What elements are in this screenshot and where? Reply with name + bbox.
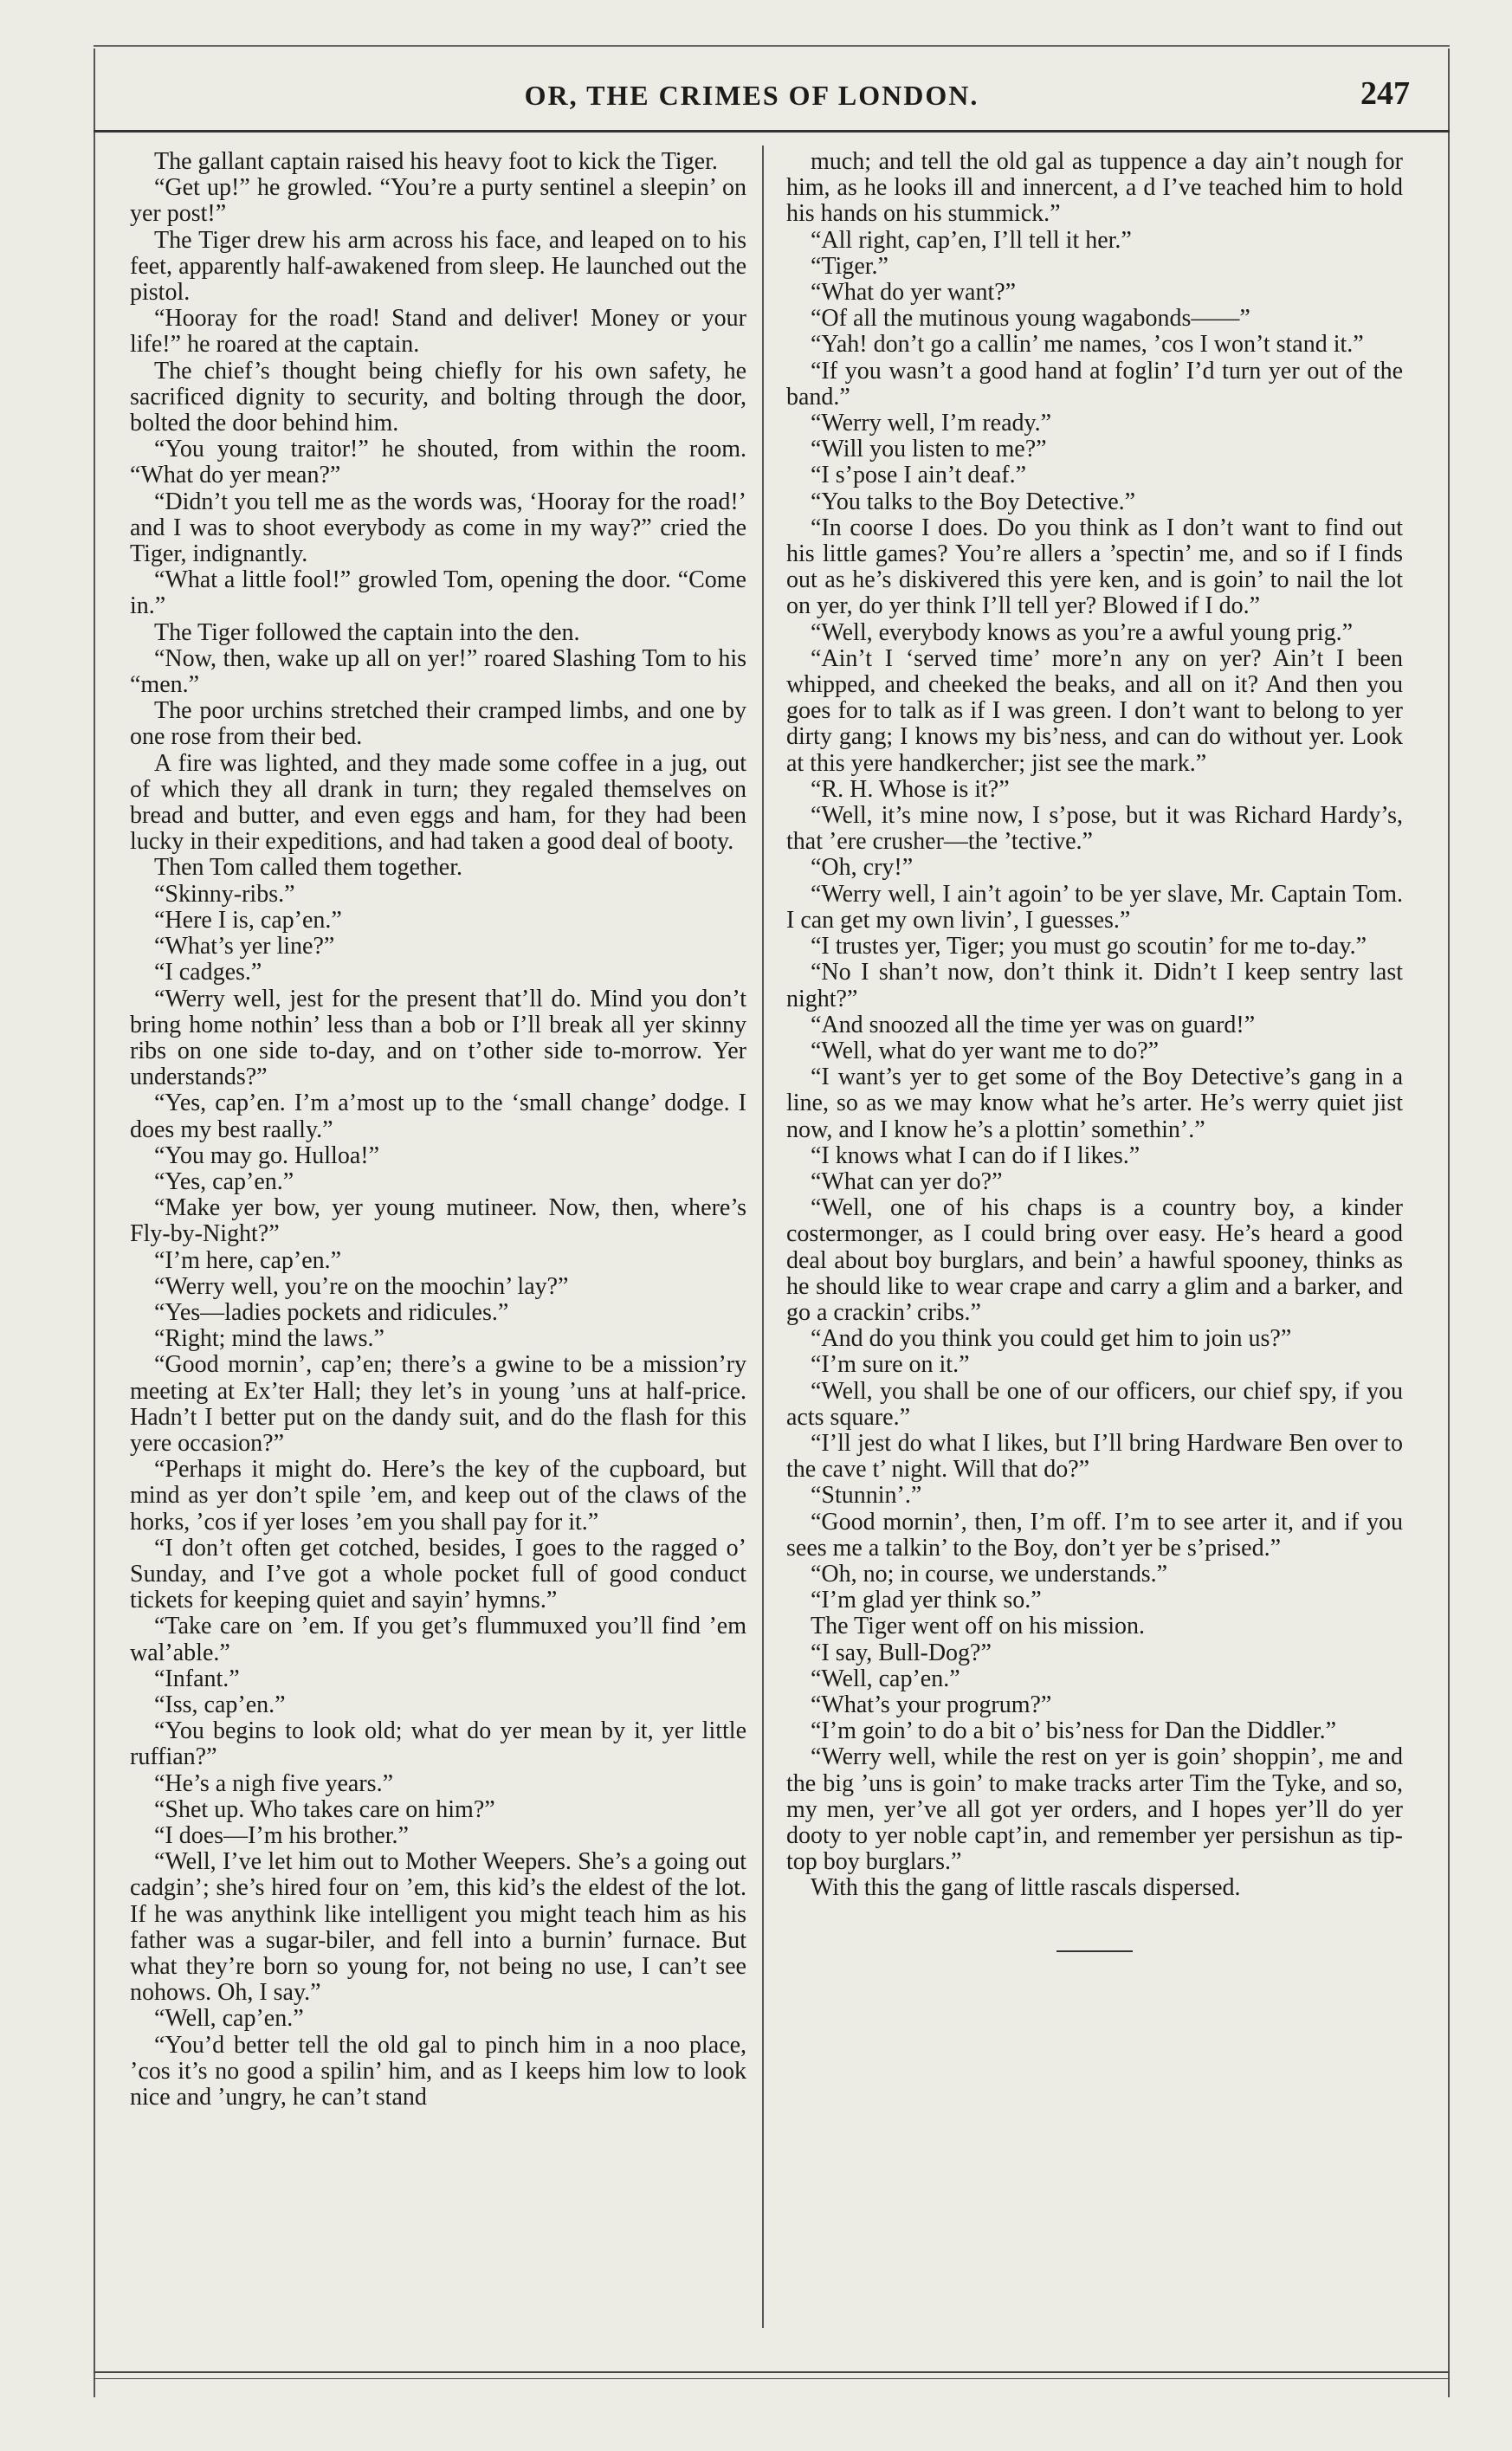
paragraph: The chief’s thought being chiefly for his own safety, he sacrificed dignity to security, and bolting through the door, bolted the door behind him. — [130, 357, 746, 437]
paragraph: “Oh, no; in course, we understands.” — [811, 1560, 1168, 1588]
paragraph: “Well, cap’en.” — [154, 2005, 304, 2033]
paragraph: “Well, cap’en.” — [811, 1665, 960, 1692]
paragraph: “I don’t often get cotched, besides, I goes to the ragged o’ Sunday, and I’ve got a whole pocket full of good conduct tickets for keeping quiet and sayin’ hymns.” — [130, 1534, 746, 1614]
paragraph: “I want’s yer to get some of the Boy Detective’s gang in a line, so as we may know what he’s arter. He’s werry quiet jist now, and I know he’s a plottin’ somethin’.” — [786, 1064, 1403, 1143]
paragraph: “Well, everybody knows as you’re a awful young prig.” — [811, 618, 1354, 646]
paragraph: “What’s yer line?” — [154, 933, 335, 960]
paragraph: “I’m glad yer think so.” — [811, 1587, 1042, 1614]
paragraph: “Iss, cap’en.” — [154, 1691, 286, 1718]
paragraph: “I’ll jest do what I likes, but I’ll bring Hardware Ben over to the cave t’ night. Will that do?” — [786, 1429, 1403, 1484]
paragraph: “Shet up. Who takes care on him?” — [154, 1795, 495, 1823]
paragraph: “Good mornin’, cap’en; there’s a gwine to be a mission’ry meeting at Ex’ter Hall; they let’s in young ’uns at half-price. Hadn’t I better put on the dandy suit, and do the flash for this yere occasion?” — [130, 1351, 746, 1457]
paragraph: “I s’pose I ain’t deaf.” — [811, 462, 1027, 489]
paragraph: Then Tom called them together. — [154, 854, 462, 882]
bottom-rule-thin — [94, 2378, 1450, 2379]
paragraph: “Skinny-ribs.” — [154, 880, 295, 908]
paragraph: “Stunnin’.” — [811, 1482, 922, 1510]
paragraph: The poor urchins stretched their cramped limbs, and one by one rose from their bed. — [130, 697, 746, 751]
paragraph: “What can yer do?” — [811, 1167, 1003, 1195]
paragraph: “Ain’t I ‘served time’ more’n any on yer? Ain’t I been whipped, and cheeked the beaks, and all on it? And then you goes for to talk as if I was green. I don’t want to belong to yer dirty gang; I knows my bis’ness, and can do without yer. Look at this yere handkercher; jist see the mark.” — [786, 644, 1403, 777]
paragraph: “And do you think you could get him to join us?” — [811, 1325, 1292, 1353]
end-rule — [1056, 1950, 1133, 1952]
paragraph: “Well, it’s mine now, I s’pose, but it was Richard Hardy’s, that ’ere crusher—the ’tective.” — [786, 802, 1403, 856]
paragraph: “I’m sure on it.” — [811, 1351, 970, 1379]
paragraph: The Tiger followed the captain into the den. — [154, 618, 580, 646]
header-rule — [94, 130, 1450, 133]
paragraph: “What’s your progrum?” — [811, 1691, 1052, 1718]
paragraph: “R. H. Whose is it?” — [811, 775, 1010, 803]
paragraph: “Yah! don’t go a callin’ me names, ’cos I won’t stand it.” — [811, 331, 1364, 359]
paragraph: “I does—I’m his brother.” — [154, 1822, 409, 1849]
paragraph: “What a little fool!” growled Tom, opening the door. “Come in.” — [130, 566, 746, 620]
paragraph: The Tiger went off on his mission. — [811, 1613, 1146, 1640]
paragraph: “I’m goin’ to do a bit o’ bis’ness for Dan the Diddler.” — [811, 1717, 1337, 1745]
paragraph: “No I shan’t now, don’t think it. Didn’t I keep sentry last night?” — [786, 959, 1403, 1012]
paragraph: “Yes, cap’en. I’m a’most up to the ‘small change’ dodge. I does my best raally.” — [130, 1090, 746, 1143]
paragraph: “I cadges.” — [154, 959, 262, 986]
paragraph: “I say, Bull-Dog?” — [811, 1639, 992, 1666]
paragraph: “Infant.” — [154, 1665, 240, 1692]
running-title: OR, THE CRIMES OF LONDON. — [524, 80, 979, 111]
paragraph: “You young traitor!” he shouted, from within the room. “What do yer mean?” — [130, 436, 746, 489]
paragraph: “Hooray for the road! Stand and deliver! Money or your life!” he roared at the captain. — [130, 305, 746, 359]
paragraph: “Get up!” he growled. “You’re a purty sentinel a sleepin’ on yer post!” — [130, 174, 746, 228]
paragraph: “Well, I’ve let him out to Mother Weepers. She’s a going out cadgin’; she’s hired four on ’em, this kid’s the eldest of the lot. If he was anythink like intelligent you might teach him as his father was a sugar-biler, and fell into a burnin’ furnace. But what they’re born so young for, not being no use, I can’t see nohows. Oh, I say.” — [130, 1848, 746, 2007]
paragraph: “Werry well, you’re on the moochin’ lay?” — [154, 1272, 569, 1300]
paragraph: “I’m here, cap’en.” — [154, 1246, 342, 1274]
paragraph: “If you wasn’t a good hand at foglin’ I’d turn yer out of the band.” — [786, 357, 1403, 411]
paragraph: “Werry well, jest for the present that’ll do. Mind you don’t bring home nothin’ less than a bob or I’ll break all yer skinny ribs on one side to-day, and on t’other side to-morrow. Yer understands?” — [130, 985, 746, 1091]
paragraph: “Yes—ladies pockets and ridicules.” — [154, 1298, 509, 1326]
paragraph: “He’s a nigh five years.” — [154, 1769, 393, 1797]
paragraph: “Good mornin’, then, I’m off. I’m to see arter it, and if you sees me a talkin’ to the Boy, don’t yer be s’prised.” — [786, 1508, 1403, 1562]
paragraph: “Werry well, while the rest on yer is goin’ shoppin’, me and the big ’uns is goin’ to make tracks arter Tim the Tyke, and so, my men, yer’ve all got yer orders, and I hopes yer’ll do yer dooty to yer noble capt’in, and remember yer persishun as tip-top boy burglars.” — [786, 1743, 1403, 1876]
paragraph: “Well, you shall be one of our officers, our chief spy, if you acts square.” — [786, 1377, 1403, 1431]
paragraph: “What do yer want?” — [811, 279, 1017, 307]
bottom-rule — [94, 2371, 1450, 2373]
paragraph: “Here I is, cap’en.” — [154, 906, 342, 934]
paragraph: “Will you listen to me?” — [811, 436, 1047, 463]
paragraph: “Werry well, I’m ready.” — [811, 410, 1052, 437]
paragraph: “Didn’t you tell me as the words was, ‘Hooray for the road!’ and I was to shoot everybody as come in my way?” cried the Tiger, indignantly. — [130, 488, 746, 568]
paragraph: “Right; mind the laws.” — [154, 1325, 384, 1353]
paragraph: “You begins to look old; what do yer mean by it, yer little ruffian?” — [130, 1717, 746, 1771]
paragraph: “Well, one of his chaps is a country boy, a kinder costermonger, as I could bring over easy. He’s heard a good deal about boy burglars, and bein’ a hawful spooney, thinks as he should like to wear crape and carry a glim and a barker, and go a crackin’ cribs.” — [786, 1194, 1403, 1326]
right-column — [786, 149, 1403, 1952]
paragraph: “Yes, cap’en.” — [154, 1167, 294, 1195]
paragraph: The gallant captain raised his heavy foot to kick the Tiger. — [154, 148, 718, 175]
paragraph: “Oh, cry!” — [811, 854, 914, 882]
paragraph: “Take care on ’em. If you get’s flummuxed you’ll find ’em wal’able.” — [130, 1613, 746, 1666]
paragraph: “All right, cap’en, I’ll tell it her.” — [811, 226, 1132, 254]
paragraph: “You may go. Hulloa!” — [154, 1141, 380, 1169]
column-divider — [762, 146, 764, 2328]
paragraph: “I trustes yer, Tiger; you must go scoutin’ for me to-day.” — [811, 933, 1367, 960]
paragraph: “Tiger.” — [811, 252, 888, 280]
paragraph: “Of all the mutinous young wagabonds——” — [811, 305, 1250, 333]
paragraph: “Make yer bow, yer young mutineer. Now, then, where’s Fly-by-Night?” — [130, 1194, 746, 1248]
paragraph: “You’d better tell the old gal to pinch him in a noo place, ’cos it’s no good a spilin’ him, and as I keeps him low to look nice and ’ungry, he can’t stand — [130, 2031, 746, 2111]
page-number: 247 — [1360, 75, 1410, 112]
top-border — [94, 45, 1450, 47]
paragraph: “You talks to the Boy Detective.” — [811, 488, 1136, 515]
paragraph: “Perhaps it might do. Here’s the key of the cupboard, but mind as yer don’t spile ’em, and keep out of the claws of the horks, ’cos if yer loses ’em you shall pay for it.” — [130, 1456, 746, 1536]
paragraph: With this the gang of little rascals dispersed. — [811, 1874, 1241, 1902]
left-column — [130, 149, 746, 2111]
paragraph: “I knows what I can do if I likes.” — [811, 1141, 1140, 1169]
paragraph: “And snoozed all the time yer was on guard!” — [811, 1011, 1256, 1038]
paragraph: “Werry well, I ain’t agoin’ to be yer slave, Mr. Captain Tom. I can get my own livin’, I guesses.” — [786, 880, 1403, 934]
paragraph: “Now, then, wake up all on yer!” roared Slashing Tom to his “men.” — [130, 644, 746, 699]
paragraph: “In coorse I does. Do you think as I don’t want to find out his little games? You’re allers a ’spectin’ me, and so if I finds out as he’s diskivered this yere ken, and is goin’ to nail the lot on yer, do yer think I’ll tell yer? Blowed if I do.” — [786, 514, 1403, 620]
paragraph: much; and tell the old gal as tuppence a day ain’t nough for him, as he looks ill and innercent, a d I’ve teached him to hold his hands on his stummick.” — [786, 148, 1403, 228]
page-header — [94, 75, 1410, 121]
paragraph: A fire was lighted, and they made some coffee in a jug, out of which they all drank in turn; they regaled themselves on bread and butter, and even eggs and ham, for they had been lucky in their expeditions, and had taken a good deal of booty. — [130, 749, 746, 856]
paragraph: “Well, what do yer want me to do?” — [811, 1037, 1160, 1064]
paragraph: The Tiger drew his arm across his face, and leaped on to his feet, apparently half-awakened from sleep. He launched out the pistol. — [130, 226, 746, 307]
